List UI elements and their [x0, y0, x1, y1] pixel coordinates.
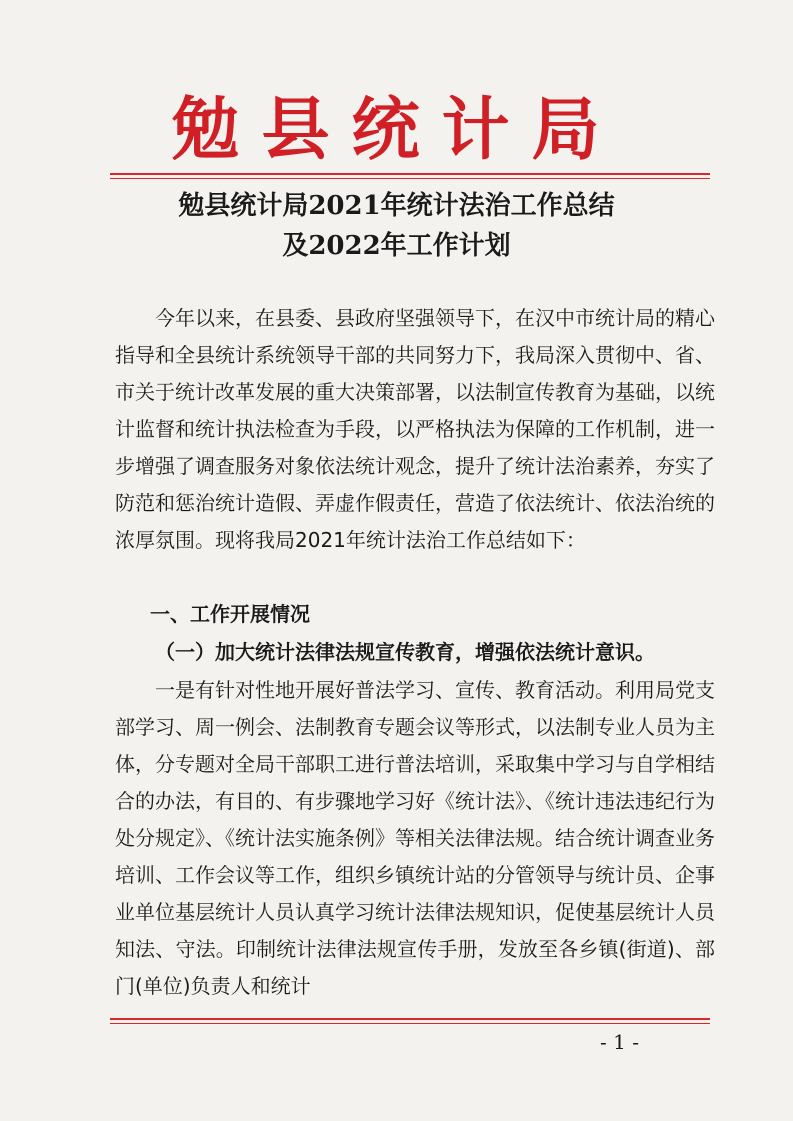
- section1-paragraph-block: [115, 672, 715, 1005]
- intro-paragraph-block: [115, 300, 715, 559]
- page-number: - 1 -: [600, 1030, 639, 1054]
- header-red-rule: [110, 173, 710, 175]
- document-title-line1: 勉县统计局2021年统计法治工作总结: [178, 191, 615, 221]
- header-red-rule-thin: [110, 178, 710, 179]
- org-header-title: 勉县统计局: [171, 90, 622, 170]
- intro-paragraph: 今年以来，在县委、县政府坚强领导下，在汉中市统计局的精心指导和全县统计系统领导干部的共同努力下，我局深入贯彻中、省、市关于统计改革发展的重大决策部署，以法制宣传教育为基础，以统计监督和统计执法检查为手段，以严格执法为保障的工作机制，进一步增强了调查服务对象依法统计观念，提升了统计法治素养，夯实了防范和惩治统计造假、弄虚作假责任，营造了依法统计、依法治统的浓厚氛围。现将我局2021年统计法治工作总结如下：: [115, 306, 715, 552]
- section1-heading: 一、工作开展情况: [150, 602, 310, 626]
- section1-paragraph: 一是有针对性地开展好普法学习、宣传、教育活动。利用局党支部学习、周一例会、法制教育专题会议等形式，以法制专业人员为主体，分专题对全局干部职工进行普法培训，采取集中学习与自学相结合的办法，有目的、有步骤地学习好《统计法》、《统计违法违纪行为处分规定》、《统计法实施条例》等相关法律法规。结合统计调查业务培训、工作会议等工作，组织乡镇统计站的分管领导与统计员、企事业单位基层统计人员认真学习统计法律法规知识，促使基层统计人员知法、守法。印制统计法律法规宣传手册，发放至各乡镇(街道)、部门(单位)负责人和统计: [115, 678, 715, 998]
- footer-red-rule: [110, 1018, 710, 1020]
- footer-red-rule-thin: [110, 1023, 710, 1024]
- section1-subheading: （一）加大统计法律法规宣传教育，增强依法统计意识。: [155, 640, 655, 664]
- document-title-line2: 及2022年工作计划: [282, 231, 511, 261]
